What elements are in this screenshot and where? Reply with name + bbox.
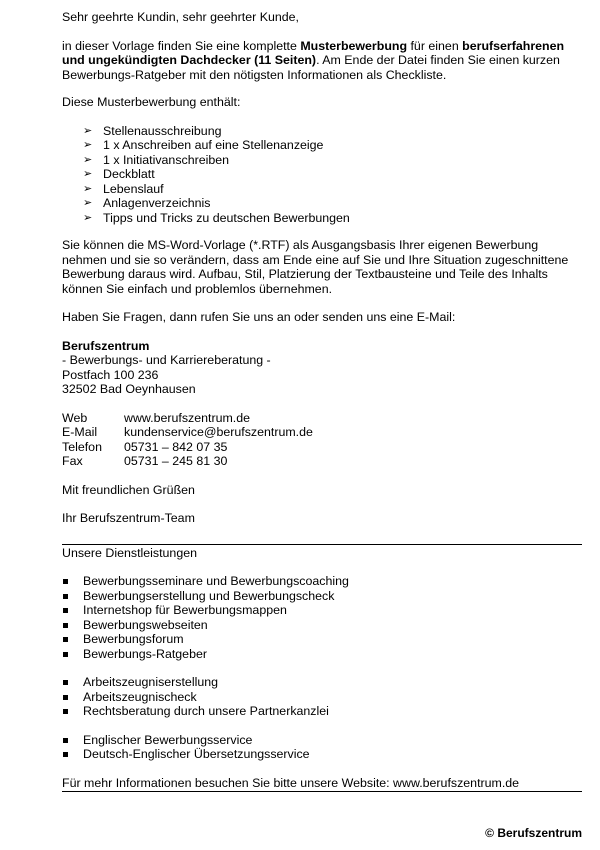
- intro-paragraph: [62, 39, 582, 83]
- list-item: Bewerbungs-Ratgeber: [62, 647, 582, 662]
- po-box: Postfach 100 236: [62, 367, 159, 382]
- intro-text-2: für einen: [407, 38, 463, 53]
- intro-text-3: . Am Ende der Datei finden Sie einen kurzen Bewerbungs-Ratgeber mit den nötigsten Informationen als Checkliste.: [62, 53, 560, 82]
- square-bullet-icon: [63, 594, 68, 599]
- closing: Mit freundlichen Grüßen: [62, 482, 195, 497]
- fax-number: 05731 – 245 81 30: [124, 454, 228, 468]
- square-bullet-icon: [63, 709, 68, 714]
- salutation: Sehr geehrte Kundin, sehr geehrter Kunde,: [62, 10, 299, 24]
- contact-row-fax: Fax 05731 – 245 81 30: [62, 454, 313, 469]
- square-bullet-icon: [63, 738, 68, 743]
- intro-bold-2: berufserfahrenen und ungekündigten Dachdecker (11 Seiten): [62, 38, 565, 67]
- list-item: Bewerbungswebseiten: [62, 618, 582, 633]
- website-link[interactable]: www.berufszentrum.de: [124, 410, 251, 425]
- email-link[interactable]: kundenservice@berufszentrum.de: [124, 425, 313, 439]
- square-bullet-icon: [63, 608, 68, 613]
- list-item: ➢ Lebenslauf: [83, 181, 164, 196]
- square-bullet-icon: [63, 637, 68, 642]
- list-item: Arbeitszeugniserstellung: [62, 675, 582, 690]
- arrow-bullet-icon: ➢: [83, 182, 93, 195]
- contact-row-email: E-Mail kundenservice@berufszentrum.de: [62, 425, 313, 439]
- list-item: Deutsch-Englischer Übersetzungsservice: [62, 747, 582, 762]
- signature: Ihr Berufszentrum-Team: [62, 511, 195, 525]
- square-bullet-icon: [63, 652, 68, 657]
- list-item: ➢ Deckblatt: [83, 167, 155, 181]
- arrow-bullet-icon: ➢: [83, 139, 93, 151]
- phone-number: 05731 – 842 07 35: [124, 439, 228, 454]
- list-item: ➢ Anlagenverzeichnis: [83, 196, 211, 210]
- square-bullet-icon: [63, 752, 68, 757]
- contact-row-web: Web www.berufszentrum.de: [62, 411, 313, 426]
- arrow-bullet-icon: ➢: [83, 124, 93, 137]
- list-item: ➢ Tipps und Tricks zu deutschen Bewerbungen: [83, 210, 350, 225]
- arrow-bullet-icon: ➢: [83, 197, 93, 209]
- divider-bottom: [62, 791, 582, 792]
- usage-paragraph: Sie können die MS-Word-Vorlage (*.RTF) als Ausgangsbasis Ihrer eigenen Bewerbung nehmen und sie so verändern, dass am Ende eine auf Sie und Ihre Situation zugeschnittene Bewerbung daraus wird. Aufbau, Stil, Platzierung der Textbausteine und Teile des Inhalts können Sie einfach und problemlos übernehmen.: [62, 238, 569, 296]
- services-list-1: [62, 574, 582, 661]
- list-item: Bewerbungserstellung und Bewerbungscheck: [62, 589, 582, 604]
- services-list-3: [62, 733, 582, 762]
- list-item: ➢ Stellenausschreibung: [83, 123, 222, 138]
- more-info: Für mehr Informationen besuchen Sie bitte unsere Website: www.berufszentrum.de: [62, 775, 520, 790]
- list-item: Bewerbungsseminare und Bewerbungscoaching: [62, 574, 582, 589]
- list-item: ➢ 1 x Initiativanschreiben: [83, 152, 230, 167]
- arrow-bullet-icon: ➢: [83, 153, 93, 166]
- square-bullet-icon: [63, 579, 68, 584]
- intro-bold-1: Musterbewerbung: [300, 38, 408, 53]
- questions-paragraph: Haben Sie Fragen, dann rufen Sie uns an oder senden uns eine E-Mail:: [62, 310, 456, 324]
- list-item: Rechtsberatung durch unsere Partnerkanzlei: [62, 704, 582, 719]
- intro-text-1: in dieser Vorlage finden Sie eine komplette: [62, 38, 301, 53]
- list-item: Internetshop für Bewerbungsmappen: [62, 603, 582, 618]
- list-item: Bewerbungsforum: [62, 632, 582, 647]
- square-bullet-icon: [63, 695, 68, 700]
- list-item: ➢ 1 x Anschreiben auf eine Stellenanzeige: [83, 138, 324, 152]
- arrow-bullet-icon: ➢: [83, 211, 93, 224]
- contents-heading: Diese Musterbewerbung enthält:: [62, 95, 241, 109]
- divider-top: [62, 544, 582, 545]
- city: 32502 Bad Oeynhausen: [62, 382, 196, 396]
- letter-page: [62, 0, 582, 792]
- copyright: © Berufszentrum: [485, 826, 582, 840]
- company-name: Berufszentrum: [62, 338, 150, 353]
- list-item: Arbeitszeugnischeck: [62, 690, 582, 705]
- square-bullet-icon: [63, 623, 68, 628]
- square-bullet-icon: [63, 680, 68, 685]
- services-list-2: [62, 675, 582, 719]
- address-block: [62, 339, 582, 397]
- list-item: Englischer Bewerbungsservice: [62, 733, 582, 748]
- contact-row-phone: Telefon 05731 – 842 07 35: [62, 440, 313, 455]
- company-tagline: - Bewerbungs- und Karriereberatung -: [62, 353, 271, 367]
- arrow-bullet-icon: ➢: [83, 168, 93, 180]
- services-heading: Unsere Dienstleistungen: [62, 545, 197, 560]
- contact-table: [62, 411, 313, 469]
- contents-list: [62, 124, 582, 226]
